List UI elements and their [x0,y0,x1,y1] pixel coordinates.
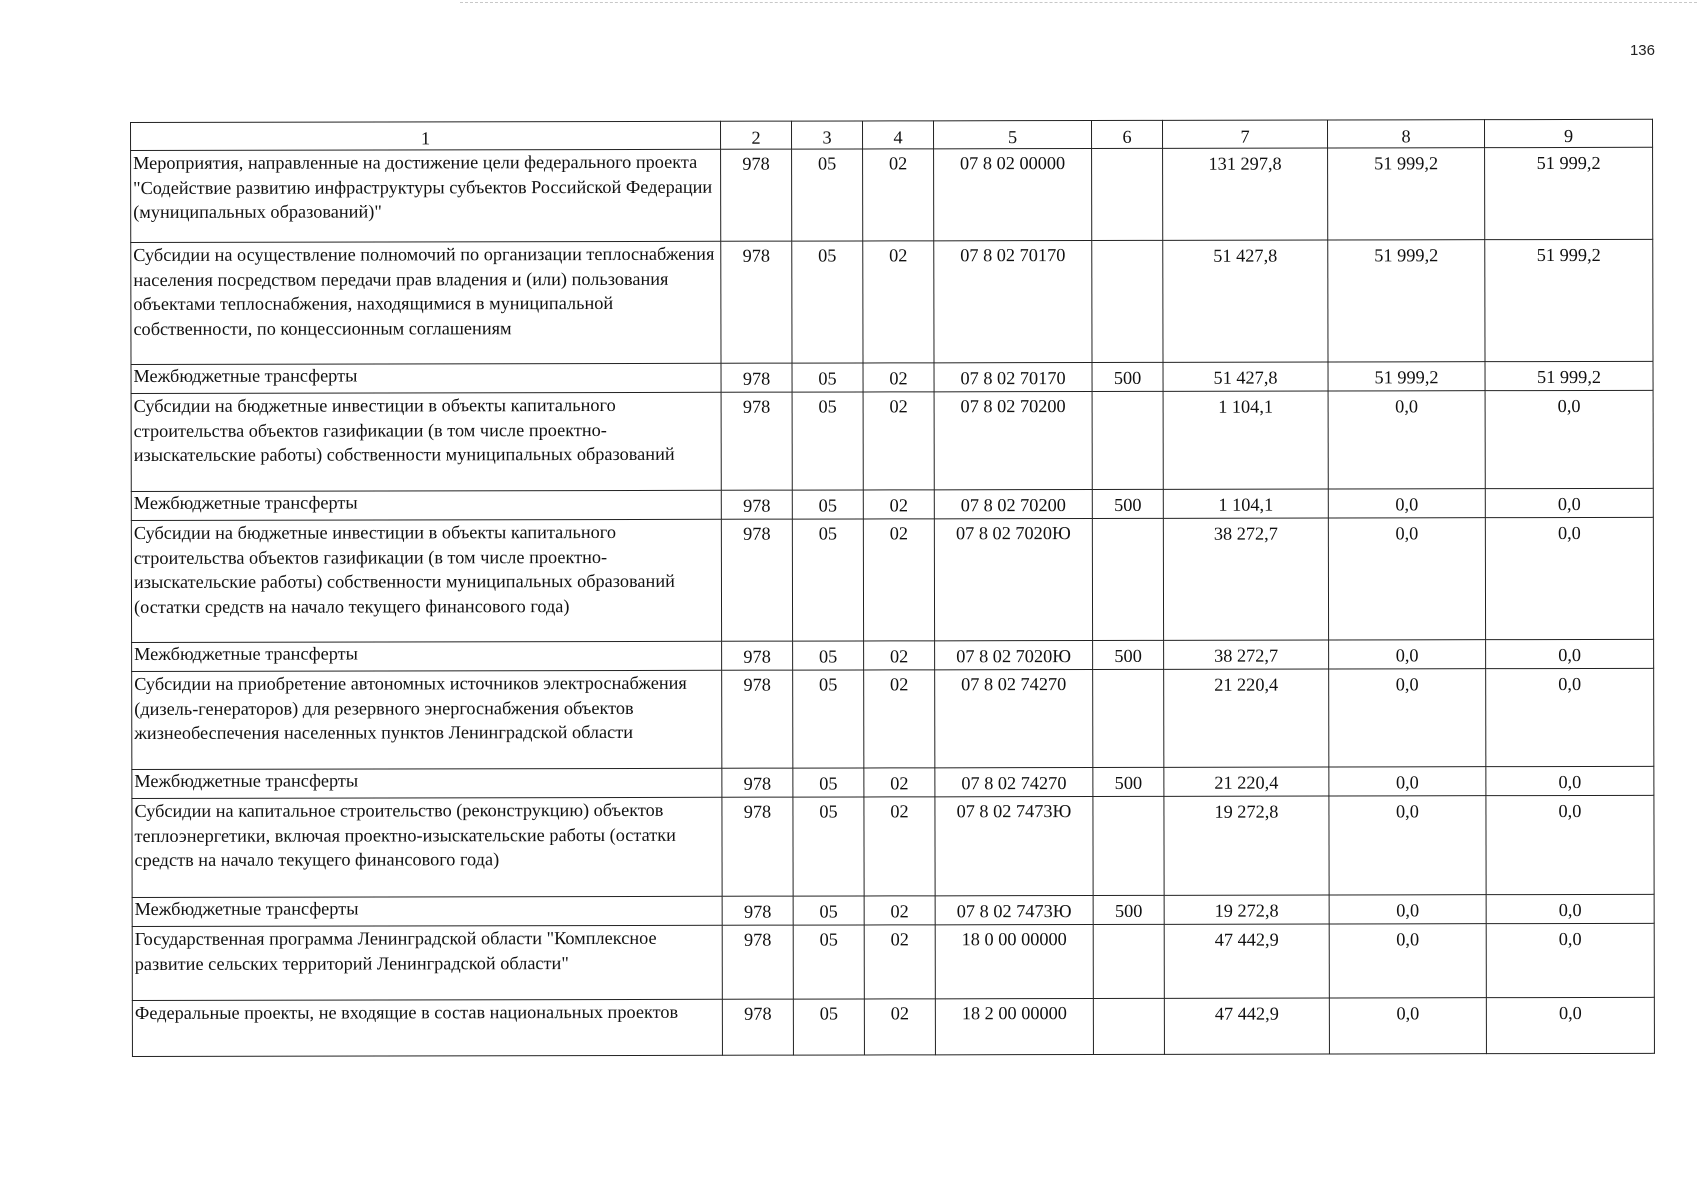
row-vr-code: 500 [1092,362,1163,391]
row-value-col8: 51 999,2 [1328,240,1485,362]
row-vr-code: 500 [1093,640,1164,669]
table-row [131,488,1653,520]
column-header: 9 [1484,119,1652,147]
row-vr-code [1092,391,1163,489]
table-row [131,390,1653,491]
row-csr-code: 07 8 02 7473Ю [935,796,1093,895]
row-csr-code: 07 8 02 7020Ю [934,518,1092,640]
row-csr-code: 07 8 02 70170 [934,240,1092,362]
row-gr-code: 978 [722,925,793,999]
row-name: Субсидии на бюджетные инвестиции в объекты капитального строительства объектов газификации (в том числе проектно-изыскательские работы) собственности муниципальных образований (остатки средств на начало текущего финансового года) [131,519,721,642]
column-header: 3 [791,121,862,149]
table-row [132,997,1654,1056]
row-name: Субсидии на приобретение автономных источников электроснабжения (дизель-генераторов) для резервного энергоснабжения объектов жизнеобеспечения населенных пунктов Ленинградской области [132,670,722,769]
budget-table [130,119,1655,1057]
row-rz-code: 05 [792,241,863,363]
row-value-col7: 19 272,8 [1164,895,1329,924]
row-csr-code: 07 8 02 00000 [934,148,1092,240]
row-value-col8: 0,0 [1329,669,1486,767]
table-row [131,239,1653,364]
table-row [131,361,1653,393]
row-csr-code: 07 8 02 7473Ю [935,895,1093,924]
row-value-col9: 0,0 [1485,390,1653,488]
row-name: Субсидии на капитальное строительство (реконструкцию) объектов теплоэнергетики, включая проектно-изыскательские работы (остатки средств на начало текущего финансового года) [132,797,722,897]
row-gr-code: 978 [722,641,793,670]
row-pr-code: 02 [864,670,935,768]
row-name: Федеральные проекты, не входящие в состав национальных проектов [132,999,722,1056]
row-csr-code: 07 8 02 70200 [934,391,1092,489]
row-value-col7: 51 427,8 [1163,362,1328,391]
row-pr-code: 02 [864,797,935,896]
row-value-col8: 51 999,2 [1328,148,1485,240]
row-pr-code: 02 [864,896,935,925]
row-pr-code: 02 [864,768,935,797]
budget-table-container [130,119,1654,1057]
row-vr-code [1093,669,1164,767]
row-value-col9: 0,0 [1486,894,1654,923]
row-rz-code: 05 [792,149,863,241]
row-csr-code: 18 2 00 00000 [935,998,1093,1054]
table-header-row [131,119,1653,150]
row-value-col8: 0,0 [1329,640,1486,669]
row-value-col8: 0,0 [1329,924,1486,998]
row-vr-code [1093,924,1164,998]
row-value-col9: 0,0 [1485,517,1653,639]
row-vr-code: 500 [1092,489,1163,518]
table-row [132,923,1654,1000]
column-header: 4 [862,121,933,149]
row-csr-code: 07 8 02 70200 [934,489,1092,518]
row-rz-code: 05 [792,519,863,641]
row-pr-code: 02 [863,490,934,519]
scan-top-edge-line [460,2,1697,3]
column-header: 6 [1091,120,1162,148]
row-value-col9: 0,0 [1486,923,1654,997]
column-header: 7 [1162,120,1327,148]
table-row [132,639,1654,671]
row-csr-code: 07 8 02 70170 [934,362,1092,391]
row-rz-code: 05 [793,641,864,670]
row-value-col8: 0,0 [1328,489,1485,518]
table-row [132,795,1654,897]
column-header: 1 [131,121,721,150]
row-pr-code: 02 [863,241,934,363]
row-name: Межбюджетные трансферты [131,363,721,393]
row-rz-code: 05 [793,797,864,896]
row-gr-code: 978 [721,519,792,641]
row-value-col9: 0,0 [1486,668,1654,766]
row-value-col8: 0,0 [1329,998,1486,1054]
row-name: Межбюджетные трансферты [132,896,722,926]
row-gr-code: 978 [721,241,792,363]
row-name: Субсидии на осуществление полномочий по организации теплоснабжения населения посредством передачи прав владения и (или) пользования объектами теплоснабжения, находящимися в муниципальной собственности, по концессионным соглашениям [131,241,721,364]
row-name: Межбюджетные трансферты [132,641,722,671]
table-row [132,766,1654,798]
row-value-col8: 0,0 [1329,895,1486,924]
table-row [132,668,1654,769]
row-value-col8: 0,0 [1328,391,1485,489]
row-vr-code [1092,148,1163,240]
row-value-col9: 0,0 [1486,766,1654,795]
row-vr-code [1092,518,1163,640]
row-name: Мероприятия, направленные на достижение цели федерального проекта "Содействие развитию инфраструктуры субъектов Российской Федерации (муниципальных образований)" [131,149,721,242]
row-pr-code: 02 [863,519,934,641]
row-value-col9: 51 999,2 [1485,147,1653,239]
row-name: Субсидии на бюджетные инвестиции в объекты капитального строительства объектов газификации (в том числе проектно-изыскательские работы) собственности муниципальных образований [131,392,721,491]
row-pr-code: 02 [864,925,935,999]
column-header: 2 [720,121,791,149]
row-value-col7: 131 297,8 [1163,148,1328,240]
row-value-col7: 19 272,8 [1164,796,1329,895]
table-row [132,894,1654,926]
row-pr-code: 02 [863,149,934,241]
row-rz-code: 05 [793,896,864,925]
row-rz-code: 05 [792,363,863,392]
row-value-col8: 51 999,2 [1328,362,1485,391]
row-rz-code: 05 [793,925,864,999]
row-csr-code: 07 8 02 74270 [935,767,1093,796]
row-vr-code [1093,998,1164,1054]
row-value-col9: 0,0 [1486,639,1654,668]
row-value-col7: 1 104,1 [1163,391,1328,489]
row-value-col7: 51 427,8 [1163,240,1328,362]
row-pr-code: 02 [863,392,934,490]
row-rz-code: 05 [793,768,864,797]
row-rz-code: 05 [793,670,864,768]
row-value-col8: 0,0 [1329,796,1486,895]
row-csr-code: 07 8 02 7020Ю [935,640,1093,669]
row-vr-code [1093,796,1164,895]
row-value-col7: 21 220,4 [1164,669,1329,767]
row-gr-code: 978 [721,149,792,241]
table-row [131,517,1653,642]
row-value-col7: 21 220,4 [1164,767,1329,796]
row-gr-code: 978 [721,490,792,519]
row-value-col7: 38 272,7 [1163,518,1328,640]
row-value-col9: 0,0 [1486,795,1654,894]
row-value-col9: 0,0 [1486,997,1654,1053]
row-value-col7: 47 442,9 [1164,924,1329,998]
row-gr-code: 978 [721,363,792,392]
row-pr-code: 02 [864,641,935,670]
row-rz-code: 05 [793,999,864,1055]
row-rz-code: 05 [792,490,863,519]
row-name: Межбюджетные трансферты [132,768,722,798]
row-pr-code: 02 [863,363,934,392]
column-header: 8 [1327,120,1484,148]
row-rz-code: 05 [792,392,863,490]
page-number: 136 [1629,42,1655,59]
row-value-col9: 51 999,2 [1485,239,1653,361]
row-vr-code [1092,240,1163,362]
row-gr-code: 978 [722,896,793,925]
row-gr-code: 978 [722,999,793,1055]
row-vr-code: 500 [1093,895,1164,924]
row-value-col7: 38 272,7 [1164,640,1329,669]
row-csr-code: 07 8 02 74270 [935,669,1093,767]
row-gr-code: 978 [722,797,793,896]
row-gr-code: 978 [722,670,793,768]
row-csr-code: 18 0 00 00000 [935,924,1093,998]
row-vr-code: 500 [1093,767,1164,796]
row-value-col8: 0,0 [1329,767,1486,796]
row-name: Межбюджетные трансферты [131,490,721,520]
row-value-col8: 0,0 [1328,518,1485,640]
row-value-col9: 51 999,2 [1485,361,1653,390]
row-value-col7: 47 442,9 [1164,998,1329,1054]
table-row [131,147,1653,242]
row-value-col7: 1 104,1 [1163,489,1328,518]
row-pr-code: 02 [864,999,935,1055]
row-value-col9: 0,0 [1485,488,1653,517]
column-header: 5 [933,120,1091,148]
row-gr-code: 978 [722,768,793,797]
row-gr-code: 978 [721,392,792,490]
row-name: Государственная программа Ленинградской области "Комплексное развитие сельских территорий Ленинградской области" [132,925,722,1000]
